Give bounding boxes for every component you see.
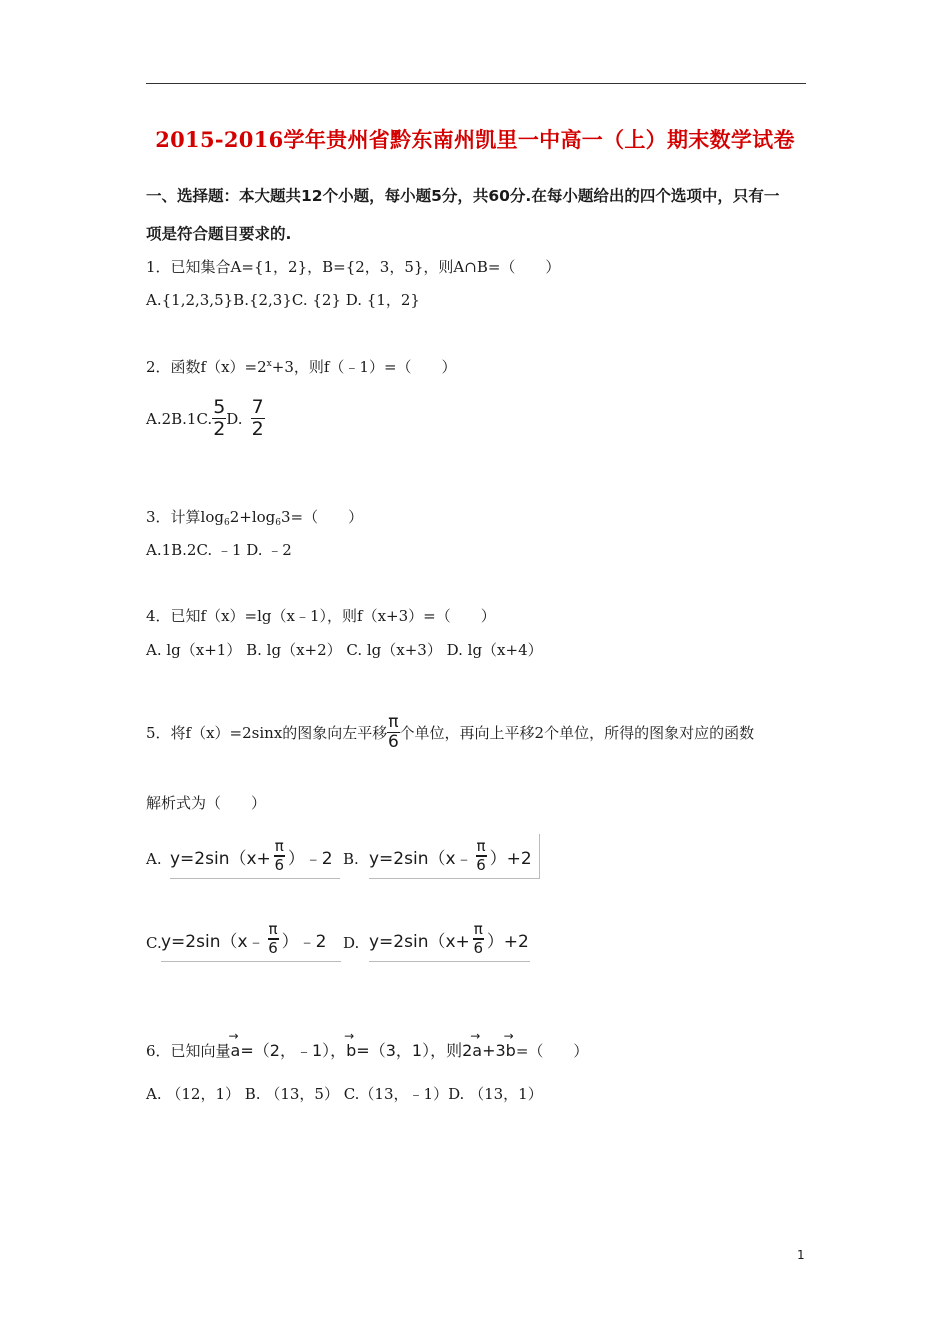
q2-option-d-fraction xyxy=(251,398,265,439)
question-3-options: A.1B.2C. ﹣1 D. ﹣2 xyxy=(146,541,292,559)
q2-d-denominator: 2 xyxy=(251,418,264,441)
page-number: 1 xyxy=(797,1248,805,1262)
q3-base-1: 6 xyxy=(223,518,230,528)
q6-vector-a: → a xyxy=(231,1041,241,1060)
q5-six: 6 xyxy=(388,732,399,753)
q5-option-c-label: C. xyxy=(146,934,162,952)
q5-stem-a: 5．将f（x）=2sinx的图象向左平移 xyxy=(146,724,388,743)
q6-stem-a: 6．已知向量 xyxy=(146,1042,231,1060)
q5-option-a-formula xyxy=(170,834,340,879)
q5-a-pre: y=2sin（x+ xyxy=(170,848,271,869)
q5-option-a-label: A. xyxy=(146,850,162,868)
question-6-stem xyxy=(146,1038,588,1061)
question-3-stem xyxy=(146,506,363,528)
question-1-stem: 1．已知集合A={1，2}，B={2，3，5}，则A∩B=（ ） xyxy=(146,258,561,276)
section-heading-line1: 一、选择题：本大题共12个小题，每小题5分，共60分.在每小题给出的四个选项中，只有一 xyxy=(146,187,780,205)
q5-a-six: 6 xyxy=(274,855,285,874)
q5-b-six: 6 xyxy=(476,855,486,874)
q5-b-post: ）+2 xyxy=(489,848,532,869)
q5-c-pi: π xyxy=(268,920,278,939)
question-2-stem xyxy=(146,356,457,377)
question-2-options xyxy=(146,398,265,439)
q5-b-pi: π xyxy=(476,837,486,856)
q5-pi-over-6 xyxy=(387,714,399,751)
q5-d-six: 6 xyxy=(473,938,484,957)
q6-coef-2: 2 xyxy=(462,1041,473,1060)
q5-a-fraction xyxy=(274,839,285,872)
question-1-options: A.{1,2,3,5}B.{2,3}C. {2} D. {1，2} xyxy=(146,291,420,309)
q5-d-fraction xyxy=(473,922,484,955)
q3-stem-c: 3=（ ） xyxy=(281,508,364,526)
q6-a-value: =（2，﹣1）， xyxy=(240,1041,347,1060)
q6-expr-vector-b: → b xyxy=(506,1041,516,1060)
q2-options-ab: A.2B.1C. xyxy=(146,409,213,428)
question-4-stem: 4．已知f（x）=lg（x﹣1），则f（x+3）=（ ） xyxy=(146,607,496,625)
q2-stem-a: 2．函数f（x）=2 xyxy=(146,358,267,376)
q2-option-d-label: D. xyxy=(226,409,243,428)
q6-expr-plus: +3 xyxy=(482,1041,506,1060)
q6-stem-end: =（ ） xyxy=(515,1042,589,1060)
q5-c-pre: y=2sin（x﹣ xyxy=(161,931,265,952)
q2-c-numerator: 5 xyxy=(213,396,226,418)
q5-c-post: ）﹣2 xyxy=(281,931,327,952)
q5-option-c-formula xyxy=(161,917,341,962)
q5-a-post: ）﹣2 xyxy=(287,848,333,869)
q3-base-2: 6 xyxy=(275,518,281,528)
q2-exponent: x xyxy=(266,359,272,369)
q2-option-c-fraction xyxy=(212,398,226,439)
q6-expr-vector-a: → a xyxy=(472,1041,482,1060)
q5-option-b-formula xyxy=(369,834,540,879)
q2-stem-b: +3，则f（﹣1）=（ ） xyxy=(271,358,457,376)
question-5-stem xyxy=(146,714,754,751)
question-6-options: A. （12，1） B. （13，5） C.（13，﹣1）D. （13，1） xyxy=(146,1085,543,1103)
q3-stem-a: 3．计算log xyxy=(146,508,224,526)
q5-pi: π xyxy=(388,712,399,732)
q2-d-numerator: 7 xyxy=(251,396,264,418)
page-title: 2015-2016学年贵州省黔东南州凯里一中高一（上）期末数学试卷 xyxy=(155,127,795,152)
q5-option-d-label: D. xyxy=(343,934,360,952)
q5-d-post: ）+2 xyxy=(486,931,529,952)
q5-option-b-label: B. xyxy=(343,850,359,868)
q6-vector-b: → b xyxy=(346,1041,356,1060)
q5-a-pi: π xyxy=(274,837,284,856)
question-4-options: A. lg（x+1） B. lg（x+2） C. lg（x+3） D. lg（x+4） xyxy=(146,641,543,659)
q5-d-pre: y=2sin（x+ xyxy=(369,931,470,952)
q5-d-pi: π xyxy=(473,920,483,939)
q5-c-six: 6 xyxy=(268,938,278,957)
q5-b-pre: y=2sin（x﹣ xyxy=(369,848,473,869)
q6-b-value: =（3，1），则 xyxy=(356,1041,463,1060)
q5-b-fraction xyxy=(476,839,487,872)
q2-c-denominator: 2 xyxy=(213,418,226,441)
section-heading-line2: 项是符合题目要求的. xyxy=(146,225,292,243)
question-5-stem-line2: 解析式为（ ） xyxy=(146,794,267,812)
header-rule xyxy=(146,83,806,84)
q5-c-fraction xyxy=(268,922,279,955)
q5-option-d-formula xyxy=(369,917,530,962)
q3-stem-b: 2+log xyxy=(229,508,276,526)
q5-stem-b: 个单位，再向上平移2个单位，所得的图象对应的函数 xyxy=(399,724,755,743)
